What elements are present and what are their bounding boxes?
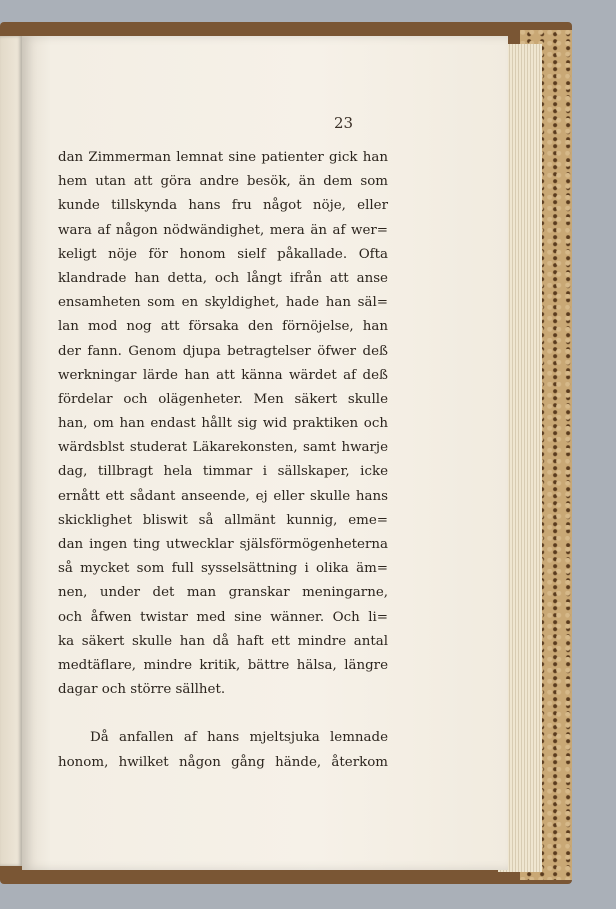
- text-line: Då anfallen af hans mjeltsjuka lemnade: [90, 730, 388, 746]
- text-line: der fann. Genom djupa betragtelser öfwer deß: [58, 343, 388, 359]
- text-line: nen, under det man granskar meningarne,: [58, 585, 388, 601]
- paragraph-2: [58, 726, 388, 774]
- text-line: ernått ett sådant anseende, ej eller skulle hans: [58, 488, 388, 504]
- text-line: honom, hwilket någon gång hände, återkom: [58, 754, 388, 770]
- text-line: och åfwen twistar med sine wänner. Och li=: [58, 609, 388, 625]
- paragraph-gap: [58, 702, 388, 726]
- text-line: lan mod nog att försaka den förnöjelse, han: [58, 319, 388, 335]
- text-line: hem utan att göra andre besök, än dem som: [58, 174, 388, 190]
- text-line: dan ingen ting utwecklar själsförmögenheterna: [58, 537, 388, 552]
- page-number: 23: [334, 114, 354, 132]
- text-line: fördelar och olägenheter. Men säkert skulle: [58, 391, 388, 407]
- facing-page-edge: [0, 36, 22, 866]
- text-line: skicklighet bliswit så allmänt kunnig, eme=: [58, 512, 388, 528]
- text-line: medtäflare, mindre kritik, bättre hälsa, längre: [58, 657, 388, 673]
- paragraph-1: [58, 146, 388, 702]
- text-line: ka säkert skulle han då haft ett mindre antal: [58, 633, 388, 649]
- text-line: dagar och större sällhet.: [58, 682, 226, 698]
- text-line: werkningar lärde han att känna wärdet af deß: [58, 367, 388, 383]
- text-line: dan Zimmerman lemnat sine patienter gick han: [58, 150, 388, 165]
- text-line: keligt nöje för honom sielf påkallade. Ofta: [58, 246, 388, 262]
- body-text: [58, 146, 388, 775]
- book-page: [22, 36, 508, 870]
- text-line: så mycket som full sysselsättning i olika äm=: [58, 561, 388, 577]
- text-line: han, om han endast hållt sig wid praktiken och: [58, 416, 388, 432]
- text-line: ensamheten som en skyldighet, hade han säl=: [58, 295, 388, 311]
- text-line: klandrade han detta, och långt ifrån att anse: [58, 270, 388, 286]
- text-line: wara af någon nödwändighet, mera än af wer=: [58, 222, 388, 238]
- text-line: kunde tillskynda hans fru något nöje, eller: [58, 198, 388, 214]
- text-line: dag, tillbragt hela timmar i sällskaper, icke: [58, 464, 388, 480]
- text-line: wärdsblst studerat Läkarekonsten, samt hwarje: [58, 440, 388, 456]
